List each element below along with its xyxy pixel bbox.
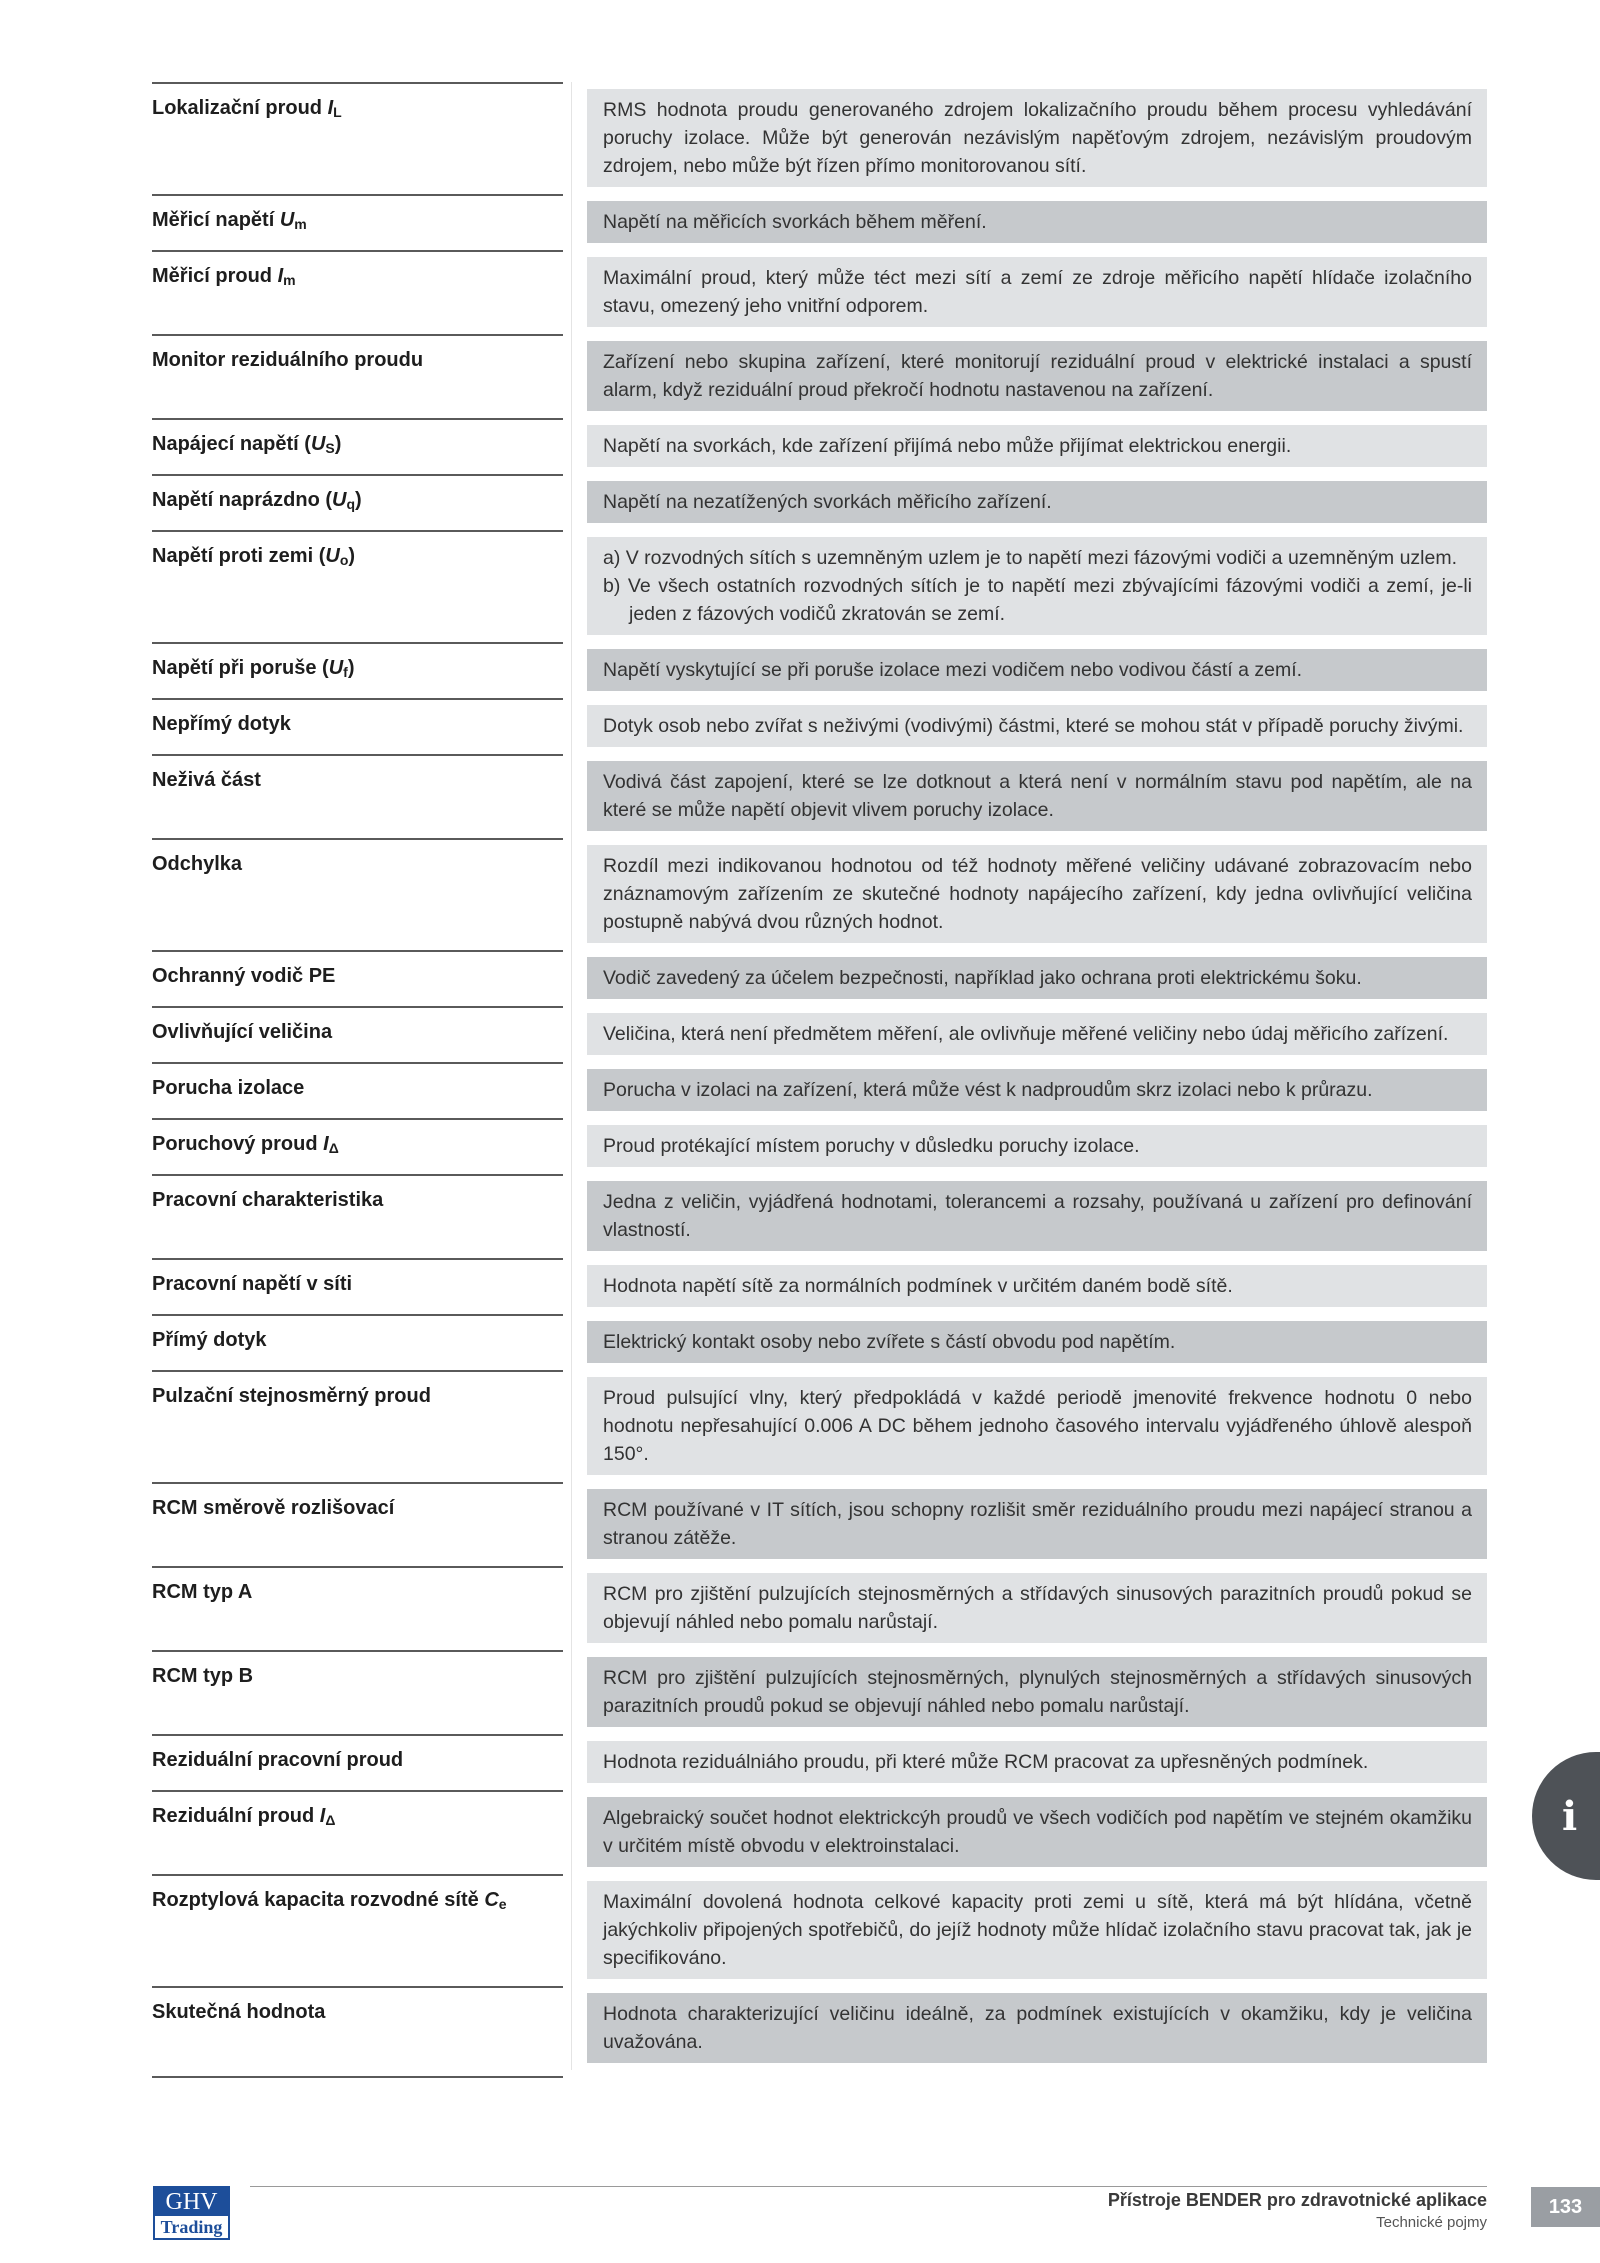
glossary-definition: Zařízení nebo skupina zařízení, které monitorují reziduální proud v elektrické instalaci a spustí alarm, když reziduální proud překročí hodnotu nastavenou na zařízení. bbox=[587, 341, 1487, 411]
term-text: Pulzační stejnosměrný proud bbox=[152, 1385, 431, 1407]
glossary-row bbox=[152, 1734, 1487, 1790]
glossary-term bbox=[152, 1006, 563, 1062]
term-symbol-subscript: e bbox=[498, 1896, 507, 1912]
glossary-definition: RCM pro zjištění pulzujících stejnosměrných, plynulých stejnosměrných a střídavých sinusových parazitních proudů pokud se objevují náhled nebo pomalu narůstají. bbox=[587, 1657, 1487, 1727]
glossary-definition: Vodivá část zapojení, které se lze dotknout a která není v normálním stavu pod napětím, ale na které se může napětí objevit vlivem poruchy izolace. bbox=[587, 761, 1487, 831]
glossary-term bbox=[152, 950, 563, 1006]
term-text: Přímý dotyk bbox=[152, 1329, 267, 1351]
term-text: Měřicí proud bbox=[152, 265, 278, 287]
term-symbol: U bbox=[310, 433, 326, 455]
glossary-definition: Vodič zavedený za účelem bezpečnosti, například jako ochrana proti elektrickému šoku. bbox=[587, 957, 1487, 999]
glossary-term bbox=[152, 82, 563, 194]
glossary-row bbox=[152, 1006, 1487, 1062]
term-suffix: ) bbox=[347, 657, 355, 679]
term-text: Rozptylová kapacita rozvodné sítě bbox=[152, 1889, 485, 1911]
glossary-row bbox=[152, 838, 1487, 950]
glossary-definition: Maximální proud, který může téct mezi sítí a zemí ze zdroje měřicího napětí hlídače izolačního stavu, omezený jeho vnitřní odporem. bbox=[587, 257, 1487, 327]
glossary-definition: Dotyk osob nebo zvířat s neživými (vodivými) částmi, které se mohou stát v případě poruchy živými. bbox=[587, 705, 1487, 747]
logo-top-text: GHV bbox=[155, 2188, 228, 2216]
glossary-definition: Veličina, která není předmětem měření, ale ovlivňuje měřené veličiny nebo údaj měřicího zařízení. bbox=[587, 1013, 1487, 1055]
glossary-term bbox=[152, 250, 563, 334]
glossary-term bbox=[152, 1874, 563, 1986]
term-text: Měřicí napětí bbox=[152, 209, 280, 231]
term-symbol: U bbox=[332, 489, 347, 511]
glossary-definition: Napětí na měřicích svorkách během měření. bbox=[587, 201, 1487, 243]
glossary-row bbox=[152, 642, 1487, 698]
glossary-row bbox=[152, 1874, 1487, 1986]
glossary-definition: RCM používané v IT sítích, jsou schopny rozlišit směr reziduálního proudu mezi napájecí stranou a stranou zátěže. bbox=[587, 1489, 1487, 1559]
glossary-term bbox=[152, 1174, 563, 1258]
glossary-term bbox=[152, 1734, 563, 1790]
glossary-definition: Hodnota charakterizující veličinu ideálně, za podmínek existujících v okamžiku, kdy je veličina uvažována. bbox=[587, 1993, 1487, 2063]
glossary-definition: Hodnota napětí sítě za normálních podmínek v určitém daném bodě sítě. bbox=[587, 1265, 1487, 1307]
glossary-row bbox=[152, 1174, 1487, 1258]
glossary-term bbox=[152, 838, 563, 950]
term-text: Ochranný vodič PE bbox=[152, 965, 336, 987]
glossary-definition: Algebraický součet hodnot elektrickcýh proudů ve všech vodičích pod napětím ve stejném okamžiku v určitém místě obvodu v elektroinstalaci. bbox=[587, 1797, 1487, 1867]
glossary-definition bbox=[587, 537, 1487, 635]
glossary-row bbox=[152, 1062, 1487, 1118]
glossary-row bbox=[152, 1314, 1487, 1370]
glossary-row bbox=[152, 1650, 1487, 1734]
glossary-row bbox=[152, 698, 1487, 754]
glossary-definition: Proud pulsující vlny, který předpokládá v každé periodě jmenovité frekvence hodnotu 0 nebo hodnotu nepřesahující 0.006 A DC během jednoho časového intervalu vyjádřeného úhlově alespoň 150°. bbox=[587, 1377, 1487, 1475]
footer-subtitle: Technické pojmy bbox=[1376, 2214, 1487, 2231]
glossary-row bbox=[152, 250, 1487, 334]
glossary-row bbox=[152, 194, 1487, 250]
glossary-term bbox=[152, 1566, 563, 1650]
glossary-definition: Rozdíl mezi indikovanou hodnotou od též hodnoty měřené veličiny udávané zobrazovacím nebo znáznamovým zařízením ze skutečné hodnoty napájecího zařízení, kdy jedna ovlivňující veličina postupně nabývá dvou různých hodnot. bbox=[587, 845, 1487, 943]
glossary-definition: Napětí na nezatížených svorkách měřicího zařízení. bbox=[587, 481, 1487, 523]
glossary-term bbox=[152, 1986, 563, 2070]
glossary-definition: Hodnota reziduálniáho proudu, při které může RCM pracovat za upřesněných podmínek. bbox=[587, 1741, 1487, 1783]
glossary-definition: Maximální dovolená hodnota celkové kapacity proti zemi u sítě, která má být hlídána, včetně jakýchkoliv připojených spotřebičů, do jejíž hodnoty může hlídač izolačního stavu pracovat tak, jak je specifikováno. bbox=[587, 1881, 1487, 1979]
glossary-row bbox=[152, 1566, 1487, 1650]
glossary-definition: RCM pro zjištění pulzujících stejnosměrných a střídavých sinusových parazitních proudů pokud se objevují náhled nebo pomalu narůstají. bbox=[587, 1573, 1487, 1643]
term-symbol-subscript: L bbox=[333, 104, 342, 120]
term-suffix: ) bbox=[334, 433, 342, 455]
glossary-term bbox=[152, 1370, 563, 1482]
glossary-term bbox=[152, 530, 563, 642]
glossary-end-rule bbox=[152, 2076, 563, 2078]
footer-title: Přístroje BENDER pro zdravotnické aplikace bbox=[1107, 2190, 1487, 2210]
term-symbol-subscript: m bbox=[283, 272, 296, 288]
glossary-definition: Elektrický kontakt osoby nebo zvířete s částí obvodu pod napětím. bbox=[587, 1321, 1487, 1363]
term-text: Skutečná hodnota bbox=[152, 2001, 326, 2023]
glossary-row bbox=[152, 1790, 1487, 1874]
term-symbol: U bbox=[325, 545, 340, 567]
glossary-row bbox=[152, 1118, 1487, 1174]
term-text: Reziduální proud bbox=[152, 1805, 320, 1827]
term-suffix: ) bbox=[348, 545, 356, 567]
glossary-row bbox=[152, 530, 1487, 642]
term-symbol: U bbox=[279, 209, 295, 231]
definition-list-item: a) V rozvodných sítích s uzemněným uzlem je to napětí mezi fázovými vodiči a uzemněným uzlem. bbox=[603, 547, 1458, 569]
term-text: Poruchový proud bbox=[152, 1133, 324, 1155]
definition-list-item: b) Ve všech ostatních rozvodných sítích je to napětí mezi zbývajícími fázovými vodiči a zemí, je-li jeden z fázových vodičů zkratován se zemí. bbox=[603, 575, 1472, 625]
glossary-term bbox=[152, 418, 563, 474]
glossary-row bbox=[152, 754, 1487, 838]
term-symbol: I bbox=[323, 1133, 329, 1155]
glossary-row bbox=[152, 1986, 1487, 2070]
glossary-term bbox=[152, 698, 563, 754]
ghv-trading-logo bbox=[153, 2186, 230, 2240]
glossary-row bbox=[152, 1482, 1487, 1566]
term-symbol-subscript: q bbox=[346, 496, 356, 512]
glossary-row bbox=[152, 334, 1487, 418]
glossary-term bbox=[152, 1314, 563, 1370]
term-text: Lokalizační proud bbox=[152, 97, 328, 119]
term-text: RCM typ B bbox=[152, 1665, 254, 1687]
term-symbol: C bbox=[484, 1889, 499, 1911]
term-symbol: I bbox=[319, 1805, 326, 1827]
term-suffix: ) bbox=[355, 489, 362, 511]
page-number: 133 bbox=[1531, 2187, 1600, 2227]
term-symbol: I bbox=[277, 265, 284, 287]
glossary-term bbox=[152, 474, 563, 530]
glossary-term bbox=[152, 1790, 563, 1874]
term-text: Reziduální pracovní proud bbox=[152, 1749, 404, 1771]
glossary-term bbox=[152, 754, 563, 838]
term-text: Napájecí napětí ( bbox=[152, 433, 311, 455]
glossary-term bbox=[152, 1258, 563, 1314]
glossary-term bbox=[152, 1482, 563, 1566]
info-tab[interactable] bbox=[1532, 1752, 1600, 1880]
footer-divider bbox=[250, 2186, 1487, 2187]
term-symbol-subscript: Δ bbox=[328, 1140, 339, 1156]
term-text: Monitor reziduálního proudu bbox=[152, 349, 424, 371]
glossary-row bbox=[152, 82, 1487, 194]
term-symbol: U bbox=[328, 657, 344, 679]
logo-bottom-text: Trading bbox=[160, 2217, 223, 2237]
glossary-table bbox=[152, 82, 1487, 2078]
glossary-row bbox=[152, 474, 1487, 530]
glossary-term bbox=[152, 1118, 563, 1174]
term-text: Neživá část bbox=[152, 769, 261, 791]
term-symbol-subscript: S bbox=[325, 440, 335, 456]
glossary-row bbox=[152, 418, 1487, 474]
glossary-term bbox=[152, 1650, 563, 1734]
term-symbol-subscript: Δ bbox=[325, 1812, 336, 1828]
glossary-row bbox=[152, 1370, 1487, 1482]
term-text: Napětí proti zemi ( bbox=[152, 545, 326, 567]
term-text: Nepřímý dotyk bbox=[152, 713, 291, 735]
term-symbol: I bbox=[327, 97, 334, 119]
glossary-definition: Napětí na svorkách, kde zařízení přijímá nebo může přijímat elektrickou energii. bbox=[587, 425, 1487, 467]
term-text: Napětí při poruše ( bbox=[152, 657, 329, 679]
term-text: Pracovní charakteristika bbox=[152, 1189, 384, 1211]
term-text: Ovlivňující veličina bbox=[152, 1021, 333, 1043]
glossary-row bbox=[152, 1258, 1487, 1314]
term-text: Napětí naprázdno ( bbox=[152, 489, 333, 511]
term-symbol-subscript: m bbox=[294, 216, 307, 232]
glossary-term bbox=[152, 334, 563, 418]
glossary-definition: RMS hodnota proudu generovaného zdrojem lokalizačního proudu během procesu vyhledávání poruchy izolace. Může být generován nezávislým napěťovým zdrojem, nezávislým proudovým zdrojem, nebo může být řízen přímo monitorovanou sítí. bbox=[587, 89, 1487, 187]
glossary-term bbox=[152, 194, 563, 250]
term-symbol-subscript: o bbox=[339, 552, 349, 568]
glossary-term bbox=[152, 642, 563, 698]
term-symbol-subscript: f bbox=[343, 664, 348, 680]
glossary-definition: Proud protékající místem poruchy v důsledku poruchy izolace. bbox=[587, 1125, 1487, 1167]
term-text: Porucha izolace bbox=[152, 1077, 305, 1099]
term-text: Odchylka bbox=[152, 853, 243, 875]
glossary-definition: Porucha v izolaci na zařízení, která může vést k nadproudům skrz izolaci nebo k průrazu. bbox=[587, 1069, 1487, 1111]
glossary-definition: Napětí vyskytující se při poruše izolace mezi vodičem nebo vodivou částí a zemí. bbox=[587, 649, 1487, 691]
glossary-term bbox=[152, 1062, 563, 1118]
term-text: RCM směrově rozlišovací bbox=[152, 1497, 395, 1519]
info-icon: i bbox=[1562, 1792, 1578, 1840]
term-text: RCM typ A bbox=[152, 1581, 253, 1603]
term-text: Pracovní napětí v síti bbox=[152, 1273, 353, 1295]
glossary-definition: Jedna z veličin, vyjádřená hodnotami, tolerancemi a rozsahy, používaná u zařízení pro definování vlastností. bbox=[587, 1181, 1487, 1251]
glossary-row bbox=[152, 950, 1487, 1006]
